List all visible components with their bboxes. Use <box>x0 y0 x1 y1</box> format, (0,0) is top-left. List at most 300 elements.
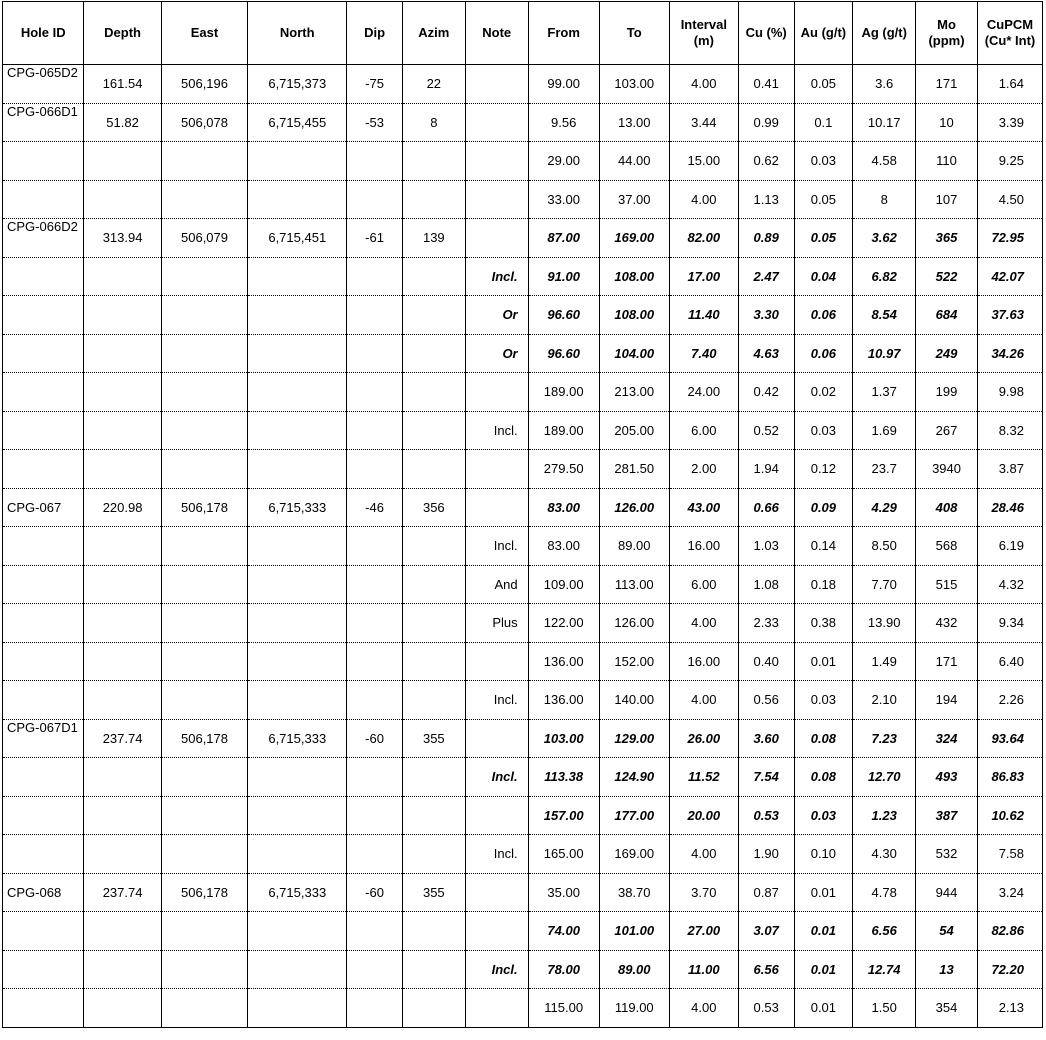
interval-cell: 6.00 <box>669 565 738 604</box>
east-cell <box>161 142 248 181</box>
note-cell <box>465 796 528 835</box>
table-body <box>3 65 1043 1028</box>
from-cell: 122.00 <box>528 604 599 643</box>
note-cell <box>465 65 528 104</box>
depth-cell: 161.54 <box>84 65 161 104</box>
azim-cell <box>402 989 465 1028</box>
depth-cell <box>84 334 161 373</box>
azim-cell: 355 <box>402 719 465 758</box>
ag-cell: 13.90 <box>853 604 916 643</box>
east-cell <box>161 796 248 835</box>
note-cell: Incl. <box>465 681 528 720</box>
note-cell: And <box>465 565 528 604</box>
depth-cell <box>84 180 161 219</box>
au-cell: 0.04 <box>794 257 853 296</box>
to-cell: 124.90 <box>599 758 669 797</box>
interval-cell: 43.00 <box>669 488 738 527</box>
azim-cell <box>402 835 465 874</box>
hole-id-cell: CPG-067D1 <box>3 719 84 758</box>
ag-cell: 1.23 <box>853 796 916 835</box>
drill-results-table <box>2 1 1043 1028</box>
header-interval: Interval (m) <box>669 2 738 65</box>
cupcm-cell: 82.86 <box>977 912 1042 951</box>
table-row <box>3 835 1043 874</box>
au-cell: 0.08 <box>794 758 853 797</box>
to-cell: 89.00 <box>599 527 669 566</box>
cu-cell: 2.47 <box>738 257 794 296</box>
au-cell: 0.12 <box>794 450 853 489</box>
mo-cell: 10 <box>916 103 978 142</box>
east-cell: 506,178 <box>161 873 248 912</box>
table-row <box>3 873 1043 912</box>
cu-cell: 0.52 <box>738 411 794 450</box>
au-cell: 0.10 <box>794 835 853 874</box>
cupcm-cell: 34.26 <box>977 334 1042 373</box>
ag-cell: 1.37 <box>853 373 916 412</box>
dip-cell <box>347 296 403 335</box>
dip-cell: -60 <box>347 873 403 912</box>
north-cell: 6,715,373 <box>248 65 347 104</box>
ag-cell: 2.10 <box>853 681 916 720</box>
au-cell: 0.09 <box>794 488 853 527</box>
east-cell: 506,078 <box>161 103 248 142</box>
dip-cell: -46 <box>347 488 403 527</box>
hole-id-cell <box>3 681 84 720</box>
hole-id-cell <box>3 604 84 643</box>
au-cell: 0.05 <box>794 219 853 258</box>
north-cell: 6,715,451 <box>248 219 347 258</box>
table-row <box>3 989 1043 1028</box>
dip-cell <box>347 450 403 489</box>
depth-cell <box>84 681 161 720</box>
cu-cell: 3.30 <box>738 296 794 335</box>
azim-cell <box>402 681 465 720</box>
note-cell: Incl. <box>465 950 528 989</box>
cupcm-cell: 42.07 <box>977 257 1042 296</box>
note-cell <box>465 719 528 758</box>
to-cell: 108.00 <box>599 296 669 335</box>
header-au: Au (g/t) <box>794 2 853 65</box>
from-cell: 29.00 <box>528 142 599 181</box>
cu-cell: 0.56 <box>738 681 794 720</box>
dip-cell <box>347 142 403 181</box>
table-row <box>3 604 1043 643</box>
ag-cell: 8 <box>853 180 916 219</box>
ag-cell: 8.50 <box>853 527 916 566</box>
table-row <box>3 296 1043 335</box>
header-azim: Azim <box>402 2 465 65</box>
north-cell <box>248 450 347 489</box>
cupcm-cell: 93.64 <box>977 719 1042 758</box>
from-cell: 96.60 <box>528 296 599 335</box>
to-cell: 129.00 <box>599 719 669 758</box>
north-cell <box>248 142 347 181</box>
depth-cell: 51.82 <box>84 103 161 142</box>
note-cell <box>465 488 528 527</box>
mo-cell: 54 <box>916 912 978 951</box>
from-cell: 103.00 <box>528 719 599 758</box>
ag-cell: 1.50 <box>853 989 916 1028</box>
ag-cell: 7.23 <box>853 719 916 758</box>
cu-cell: 0.66 <box>738 488 794 527</box>
mo-cell: 199 <box>916 373 978 412</box>
cu-cell: 4.63 <box>738 334 794 373</box>
dip-cell <box>347 373 403 412</box>
north-cell <box>248 411 347 450</box>
from-cell: 91.00 <box>528 257 599 296</box>
azim-cell <box>402 565 465 604</box>
header-cupcm: CuPCM (Cu* Int) <box>977 2 1042 65</box>
from-cell: 33.00 <box>528 180 599 219</box>
hole-id-cell <box>3 180 84 219</box>
mo-cell: 365 <box>916 219 978 258</box>
table-row <box>3 103 1043 142</box>
interval-cell: 11.52 <box>669 758 738 797</box>
au-cell: 0.14 <box>794 527 853 566</box>
hole-id-cell <box>3 450 84 489</box>
ag-cell: 12.70 <box>853 758 916 797</box>
mo-cell: 493 <box>916 758 978 797</box>
hole-id-cell <box>3 912 84 951</box>
hole-id-cell: CPG-066D2 <box>3 219 84 258</box>
ag-cell: 1.49 <box>853 642 916 681</box>
cupcm-cell: 2.13 <box>977 989 1042 1028</box>
note-cell: Incl. <box>465 835 528 874</box>
to-cell: 113.00 <box>599 565 669 604</box>
azim-cell <box>402 411 465 450</box>
table-header <box>3 2 1043 65</box>
table-row <box>3 334 1043 373</box>
interval-cell: 16.00 <box>669 642 738 681</box>
note-cell <box>465 989 528 1028</box>
azim-cell <box>402 758 465 797</box>
ag-cell: 6.56 <box>853 912 916 951</box>
north-cell <box>248 835 347 874</box>
east-cell <box>161 642 248 681</box>
to-cell: 281.50 <box>599 450 669 489</box>
table-row <box>3 796 1043 835</box>
dip-cell: -60 <box>347 719 403 758</box>
mo-cell: 532 <box>916 835 978 874</box>
ag-cell: 4.78 <box>853 873 916 912</box>
note-cell <box>465 912 528 951</box>
note-cell <box>465 219 528 258</box>
east-cell <box>161 681 248 720</box>
depth-cell: 313.94 <box>84 219 161 258</box>
mo-cell: 171 <box>916 65 978 104</box>
cu-cell: 0.62 <box>738 142 794 181</box>
ag-cell: 10.17 <box>853 103 916 142</box>
east-cell <box>161 373 248 412</box>
north-cell <box>248 257 347 296</box>
mo-cell: 324 <box>916 719 978 758</box>
hole-id-cell <box>3 796 84 835</box>
hole-id-cell <box>3 334 84 373</box>
au-cell: 0.03 <box>794 142 853 181</box>
cupcm-cell: 3.39 <box>977 103 1042 142</box>
note-cell: Plus <box>465 604 528 643</box>
dip-cell <box>347 950 403 989</box>
to-cell: 140.00 <box>599 681 669 720</box>
north-cell <box>248 642 347 681</box>
table-row <box>3 450 1043 489</box>
hole-id-cell <box>3 642 84 681</box>
note-cell <box>465 873 528 912</box>
au-cell: 0.03 <box>794 681 853 720</box>
dip-cell <box>347 642 403 681</box>
depth-cell <box>84 912 161 951</box>
note-cell <box>465 642 528 681</box>
note-cell: Incl. <box>465 527 528 566</box>
dip-cell <box>347 604 403 643</box>
north-cell <box>248 912 347 951</box>
ag-cell: 12.74 <box>853 950 916 989</box>
ag-cell: 10.97 <box>853 334 916 373</box>
depth-cell <box>84 142 161 181</box>
au-cell: 0.05 <box>794 180 853 219</box>
east-cell <box>161 257 248 296</box>
table-row <box>3 912 1043 951</box>
mo-cell: 194 <box>916 681 978 720</box>
hole-id-cell: CPG-068 <box>3 873 84 912</box>
hole-id-cell <box>3 411 84 450</box>
from-cell: 157.00 <box>528 796 599 835</box>
east-cell <box>161 758 248 797</box>
north-cell: 6,715,333 <box>248 719 347 758</box>
table-row <box>3 180 1043 219</box>
north-cell <box>248 180 347 219</box>
from-cell: 136.00 <box>528 642 599 681</box>
cu-cell: 0.53 <box>738 989 794 1028</box>
hole-id-cell: CPG-065D2 <box>3 65 84 104</box>
mo-cell: 110 <box>916 142 978 181</box>
to-cell: 126.00 <box>599 604 669 643</box>
north-cell <box>248 681 347 720</box>
header-east: East <box>161 2 248 65</box>
interval-cell: 3.70 <box>669 873 738 912</box>
azim-cell <box>402 604 465 643</box>
hole-id-cell <box>3 758 84 797</box>
north-cell <box>248 334 347 373</box>
cupcm-cell: 4.32 <box>977 565 1042 604</box>
east-cell <box>161 912 248 951</box>
table-row <box>3 219 1043 258</box>
east-cell <box>161 450 248 489</box>
cupcm-cell: 3.87 <box>977 450 1042 489</box>
cu-cell: 1.08 <box>738 565 794 604</box>
depth-cell <box>84 257 161 296</box>
mo-cell: 13 <box>916 950 978 989</box>
note-cell: Or <box>465 296 528 335</box>
from-cell: 96.60 <box>528 334 599 373</box>
cu-cell: 0.40 <box>738 642 794 681</box>
east-cell <box>161 180 248 219</box>
mo-cell: 267 <box>916 411 978 450</box>
to-cell: 89.00 <box>599 950 669 989</box>
dip-cell <box>347 257 403 296</box>
cupcm-cell: 6.40 <box>977 642 1042 681</box>
dip-cell <box>347 334 403 373</box>
cu-cell: 3.07 <box>738 912 794 951</box>
mo-cell: 684 <box>916 296 978 335</box>
header-depth: Depth <box>84 2 161 65</box>
au-cell: 0.01 <box>794 873 853 912</box>
from-cell: 115.00 <box>528 989 599 1028</box>
dip-cell <box>347 527 403 566</box>
header-ag: Ag (g/t) <box>853 2 916 65</box>
cupcm-cell: 8.32 <box>977 411 1042 450</box>
cu-cell: 1.94 <box>738 450 794 489</box>
au-cell: 0.06 <box>794 296 853 335</box>
table-row <box>3 642 1043 681</box>
cu-cell: 1.13 <box>738 180 794 219</box>
azim-cell <box>402 296 465 335</box>
note-cell <box>465 180 528 219</box>
ag-cell: 7.70 <box>853 565 916 604</box>
ag-cell: 4.29 <box>853 488 916 527</box>
depth-cell <box>84 950 161 989</box>
cu-cell: 0.89 <box>738 219 794 258</box>
azim-cell <box>402 142 465 181</box>
to-cell: 13.00 <box>599 103 669 142</box>
au-cell: 0.01 <box>794 642 853 681</box>
header-dip: Dip <box>347 2 403 65</box>
cu-cell: 3.60 <box>738 719 794 758</box>
to-cell: 152.00 <box>599 642 669 681</box>
ag-cell: 4.58 <box>853 142 916 181</box>
depth-cell: 237.74 <box>84 719 161 758</box>
north-cell <box>248 950 347 989</box>
north-cell <box>248 373 347 412</box>
note-cell: Incl. <box>465 411 528 450</box>
table-row <box>3 257 1043 296</box>
note-cell <box>465 450 528 489</box>
mo-cell: 249 <box>916 334 978 373</box>
from-cell: 136.00 <box>528 681 599 720</box>
au-cell: 0.01 <box>794 912 853 951</box>
interval-cell: 4.00 <box>669 604 738 643</box>
interval-cell: 4.00 <box>669 835 738 874</box>
dip-cell <box>347 681 403 720</box>
cupcm-cell: 9.34 <box>977 604 1042 643</box>
azim-cell <box>402 912 465 951</box>
table-row <box>3 373 1043 412</box>
north-cell: 6,715,333 <box>248 488 347 527</box>
depth-cell <box>84 450 161 489</box>
mo-cell: 408 <box>916 488 978 527</box>
from-cell: 35.00 <box>528 873 599 912</box>
north-cell <box>248 296 347 335</box>
note-cell: Incl. <box>465 758 528 797</box>
note-cell: Or <box>465 334 528 373</box>
azim-cell <box>402 796 465 835</box>
note-cell <box>465 103 528 142</box>
depth-cell <box>84 373 161 412</box>
hole-id-cell <box>3 257 84 296</box>
east-cell <box>161 296 248 335</box>
header-cu: Cu (%) <box>738 2 794 65</box>
header-mo: Mo (ppm) <box>916 2 978 65</box>
hole-id-cell <box>3 296 84 335</box>
cu-cell: 6.56 <box>738 950 794 989</box>
table-row <box>3 411 1043 450</box>
cupcm-cell: 37.63 <box>977 296 1042 335</box>
from-cell: 165.00 <box>528 835 599 874</box>
au-cell: 0.03 <box>794 796 853 835</box>
mo-cell: 515 <box>916 565 978 604</box>
to-cell: 213.00 <box>599 373 669 412</box>
cupcm-cell: 10.62 <box>977 796 1042 835</box>
depth-cell <box>84 642 161 681</box>
east-cell <box>161 835 248 874</box>
to-cell: 119.00 <box>599 989 669 1028</box>
note-cell: Incl. <box>465 257 528 296</box>
ag-cell: 4.30 <box>853 835 916 874</box>
dip-cell <box>347 180 403 219</box>
from-cell: 9.56 <box>528 103 599 142</box>
drill-results-table-container <box>2 1 1043 1028</box>
cupcm-cell: 86.83 <box>977 758 1042 797</box>
mo-cell: 354 <box>916 989 978 1028</box>
interval-cell: 4.00 <box>669 681 738 720</box>
to-cell: 177.00 <box>599 796 669 835</box>
hole-id-cell: CPG-067 <box>3 488 84 527</box>
north-cell <box>248 604 347 643</box>
interval-cell: 7.40 <box>669 334 738 373</box>
north-cell <box>248 527 347 566</box>
dip-cell <box>347 989 403 1028</box>
table-row <box>3 681 1043 720</box>
east-cell: 506,196 <box>161 65 248 104</box>
dip-cell <box>347 411 403 450</box>
mo-cell: 3940 <box>916 450 978 489</box>
azim-cell: 139 <box>402 219 465 258</box>
au-cell: 0.06 <box>794 334 853 373</box>
from-cell: 99.00 <box>528 65 599 104</box>
interval-cell: 15.00 <box>669 142 738 181</box>
note-cell <box>465 142 528 181</box>
ag-cell: 1.69 <box>853 411 916 450</box>
azim-cell <box>402 450 465 489</box>
table-row <box>3 758 1043 797</box>
au-cell: 0.01 <box>794 989 853 1028</box>
ag-cell: 3.62 <box>853 219 916 258</box>
cupcm-cell: 3.24 <box>977 873 1042 912</box>
interval-cell: 4.00 <box>669 989 738 1028</box>
dip-cell <box>347 835 403 874</box>
dip-cell <box>347 758 403 797</box>
to-cell: 103.00 <box>599 65 669 104</box>
east-cell <box>161 565 248 604</box>
hole-id-cell <box>3 950 84 989</box>
north-cell: 6,715,455 <box>248 103 347 142</box>
to-cell: 169.00 <box>599 219 669 258</box>
table-row <box>3 950 1043 989</box>
header-from: From <box>528 2 599 65</box>
north-cell <box>248 758 347 797</box>
interval-cell: 6.00 <box>669 411 738 450</box>
cu-cell: 1.03 <box>738 527 794 566</box>
hole-id-cell <box>3 373 84 412</box>
depth-cell <box>84 989 161 1028</box>
interval-cell: 17.00 <box>669 257 738 296</box>
au-cell: 0.1 <box>794 103 853 142</box>
to-cell: 101.00 <box>599 912 669 951</box>
depth-cell <box>84 296 161 335</box>
to-cell: 205.00 <box>599 411 669 450</box>
from-cell: 74.00 <box>528 912 599 951</box>
interval-cell: 4.00 <box>669 180 738 219</box>
